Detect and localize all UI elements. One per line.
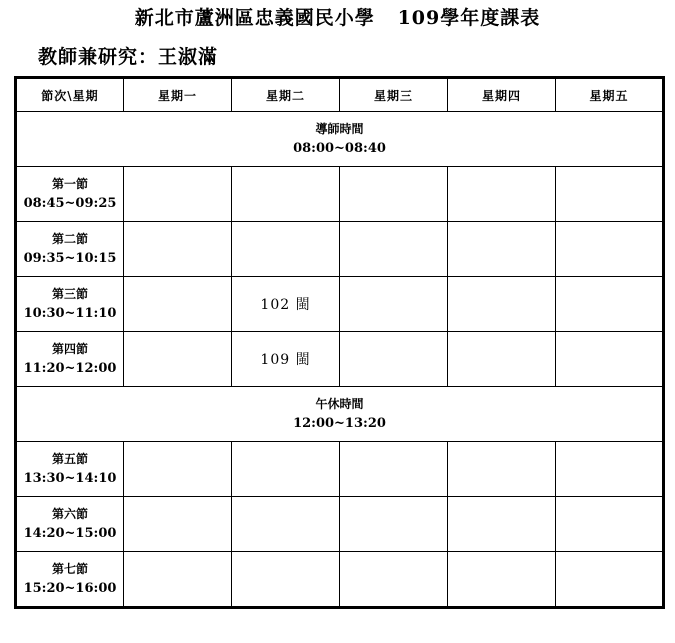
class-cell: [556, 332, 664, 387]
class-cell: [556, 552, 664, 608]
homeroom-cell: [16, 112, 664, 167]
class-cell: [124, 332, 232, 387]
class-cell: [340, 552, 448, 608]
period-label-cell: [16, 277, 124, 332]
period-label-cell: [16, 332, 124, 387]
period-name: 第一節: [51, 177, 88, 191]
lunch-row: [16, 387, 664, 442]
period-label-cell: [16, 167, 124, 222]
period-name: 第七節: [51, 562, 88, 576]
class-cell: [556, 442, 664, 497]
period-time: 11:20~12:00: [23, 361, 117, 376]
class-cell: [340, 332, 448, 387]
period-name: 第六節: [51, 507, 88, 521]
class-cell: [124, 552, 232, 608]
timetable: [14, 76, 665, 609]
homeroom-time: 08:00~08:40: [293, 141, 386, 156]
corner-header: 節次\星期: [16, 78, 124, 112]
class-cell: [124, 442, 232, 497]
class-cell: [448, 552, 556, 608]
class-cell: [556, 277, 664, 332]
class-cell: [232, 167, 340, 222]
class-cell: [340, 277, 448, 332]
period-time: 09:35~10:15: [23, 251, 117, 266]
period-row-7: [16, 552, 664, 608]
class-cell: [232, 442, 340, 497]
class-cell: [340, 442, 448, 497]
class-cell: [448, 442, 556, 497]
period-name: 第四節: [51, 342, 88, 356]
lunch-time: 12:00~13:20: [293, 416, 386, 431]
period-time: 13:30~14:10: [23, 471, 117, 486]
class-cell: [448, 332, 556, 387]
period-row-6: [16, 497, 664, 552]
day-header-wed: 星期三: [340, 78, 448, 112]
header-row: [16, 78, 664, 112]
period-label-cell: [16, 497, 124, 552]
period-row-3: [16, 277, 664, 332]
class-cell: [556, 167, 664, 222]
class-cell: [556, 497, 664, 552]
class-cell: [232, 497, 340, 552]
homeroom-label: 導師時間: [315, 122, 364, 136]
class-cell: [340, 497, 448, 552]
period-row-1: [16, 167, 664, 222]
period-time: 10:30~11:10: [23, 306, 117, 321]
class-cell: [232, 222, 340, 277]
day-header-mon: 星期一: [124, 78, 232, 112]
period-row-2: [16, 222, 664, 277]
class-cell: 109 閩: [232, 332, 340, 387]
class-cell: [448, 277, 556, 332]
period-row-4: [16, 332, 664, 387]
day-header-fri: 星期五: [556, 78, 664, 112]
class-cell: [556, 222, 664, 277]
class-cell: [124, 497, 232, 552]
lunch-cell: [16, 387, 664, 442]
class-cell: [448, 497, 556, 552]
class-cell: [448, 167, 556, 222]
period-name: 第二節: [51, 232, 88, 246]
period-time: 08:45~09:25: [23, 196, 117, 211]
day-header-thu: 星期四: [448, 78, 556, 112]
class-cell: [124, 167, 232, 222]
period-row-5: [16, 442, 664, 497]
lunch-label: 午休時間: [315, 397, 364, 411]
class-cell: 102 閩: [232, 277, 340, 332]
period-name: 第三節: [51, 287, 88, 301]
homeroom-row: [16, 112, 664, 167]
period-name: 第五節: [51, 452, 88, 466]
day-header-tue: 星期二: [232, 78, 340, 112]
class-cell: [124, 222, 232, 277]
period-time: 14:20~15:00: [23, 526, 117, 541]
class-cell: [232, 552, 340, 608]
class-cell: [340, 222, 448, 277]
class-cell: [124, 277, 232, 332]
class-cell: [448, 222, 556, 277]
period-label-cell: [16, 442, 124, 497]
period-label-cell: [16, 552, 124, 608]
period-time: 15:20~16:00: [23, 581, 117, 596]
schedule-title: 新北市蘆洲區忠義國民小學 109學年度課表: [134, 7, 541, 29]
period-label-cell: [16, 222, 124, 277]
class-cell: [340, 167, 448, 222]
teacher-line: 教師兼研究：王淑滿: [38, 46, 219, 68]
